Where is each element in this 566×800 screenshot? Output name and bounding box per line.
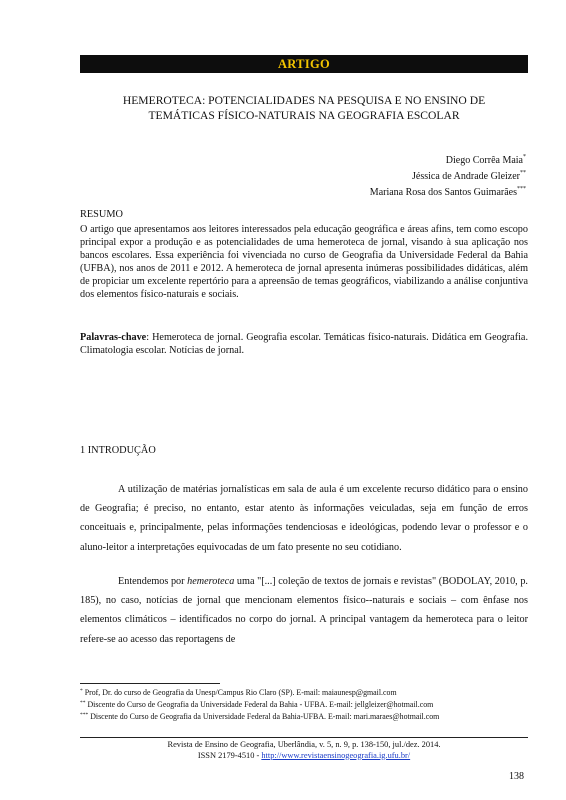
- abstract-text: O artigo que apresentamos aos leitores interessados pela educação geográfica e áreas afins, tem como escopo principal expor a produção e as potencialidades de uma hemeroteca de jornal, visando à sua aplicação nos bancos escolares. Essa experiência foi vivenciada no curso de Geografia da Universidade Federal da Bahia (UFBA), nos anos de 2011 e 2012. A hemeroteca de jornal apresenta inúmeras possibilidades didáticas, além de propiciar um excelente repertório para a apreensão de temas geográficos, viabilizando a análise conjuntiva dos elementos físico-naturais e sociais.: [80, 224, 528, 300]
- keywords: [80, 331, 528, 357]
- abstract-heading: RESUMO: [80, 209, 123, 220]
- author-footnote-mark: **: [520, 170, 526, 176]
- keywords-text: : Hemeroteca de jornal. Geografia escolar. Temáticas físico-naturais. Didática em Geografia. Climatologia escolar. Notícias de jornal.: [80, 332, 528, 356]
- article-type-banner: [80, 55, 528, 73]
- footnotes: [80, 686, 540, 722]
- footnote: [80, 710, 540, 722]
- footnote-text: Discente do Curso de Geografia da Universidade Federal da Bahia - UFBA. E-mail: jellgleizer@hotmail.com: [85, 700, 434, 709]
- author-footnote-mark: ***: [517, 186, 526, 192]
- emphasized-term: hemeroteca: [187, 576, 235, 587]
- footnote-mark: **: [80, 700, 86, 706]
- paragraph-text: Entendemos por: [118, 576, 188, 587]
- journal-footer: [80, 740, 528, 761]
- author-footnote-mark: *: [523, 154, 526, 160]
- footnote-mark: ***: [80, 712, 89, 718]
- footnote: [80, 698, 540, 710]
- author-entry: [370, 151, 526, 167]
- body-paragraph-2: [80, 572, 528, 649]
- paragraph-text: uma "[...] coleção de textos de jornais e revistas" (BODOLAY, 2010, p. 185), no caso, notícias de jornal que mencionam elementos físico--naturais e sociais – com ênfase nos elementos climáticos – identificados no corpo do jornal. A principal vantagem da hemeroteca para o leitor refere-se ao acesso das reportagens de: [80, 576, 528, 645]
- section-heading-introduction: 1 INTRODUÇÃO: [80, 445, 156, 456]
- body-paragraph-1: A utilização de matérias jornalísticas em sala de aula é um excelente recurso didático para o ensino de Geografia; é preciso, no entanto, estar atento às informações veiculadas, seja em função de erros conceituais e, principalmente, pelas informações tendenciosas e ideológicas, podendo levar o professor e o aluno-leitor a interpretações equivocadas de um fato presente no seu cotidiano.: [80, 484, 528, 553]
- article-title: [80, 93, 528, 123]
- footnote-mark: *: [80, 688, 83, 694]
- issn-text: ISSN 2179-4510 -: [197, 750, 262, 760]
- author-entry: [370, 167, 526, 183]
- author-name: Diego Corrêa Maia: [445, 155, 523, 166]
- journal-website-link[interactable]: http://www.revistaensinogeografia.ig.ufu.br/: [261, 750, 411, 760]
- author-name: Mariana Rosa dos Santos Guimarães: [369, 187, 517, 198]
- page-number: 138: [509, 771, 524, 782]
- journal-issn-line: [80, 751, 528, 762]
- author-list: [370, 151, 526, 199]
- footnote-text: Prof, Dr. do curso de Geografia da Unesp/Campus Rio Claro (SP). E-mail: maiaunesp@gmail.com: [82, 688, 397, 697]
- article-title-line-2: TEMÁTICAS FÍSICO-NATURAIS NA GEOGRAFIA ESCOLAR: [148, 109, 460, 122]
- footer-separator: [80, 737, 528, 738]
- footnote: [80, 686, 540, 698]
- article-title-line-1: HEMEROTECA: POTENCIALIDADES NA PESQUISA E NO ENSINO DE: [122, 94, 486, 107]
- keywords-label: Palavras-chave: [80, 332, 147, 343]
- author-name: Jéssica de Andrade Gleizer: [411, 171, 520, 182]
- footnote-separator: [80, 683, 220, 684]
- author-entry: [370, 183, 526, 199]
- journal-citation: Revista de Ensino de Geografia, Uberlândia, v. 5, n. 9, p. 138-150, jul./dez. 2014.: [167, 740, 441, 749]
- article-type-label: ARTIGO: [277, 57, 331, 71]
- footnote-text: Discente do Curso de Geografia da Universidade Federal da Bahia-UFBA. E-mail: mari.maraes@hotmail.com: [88, 712, 440, 721]
